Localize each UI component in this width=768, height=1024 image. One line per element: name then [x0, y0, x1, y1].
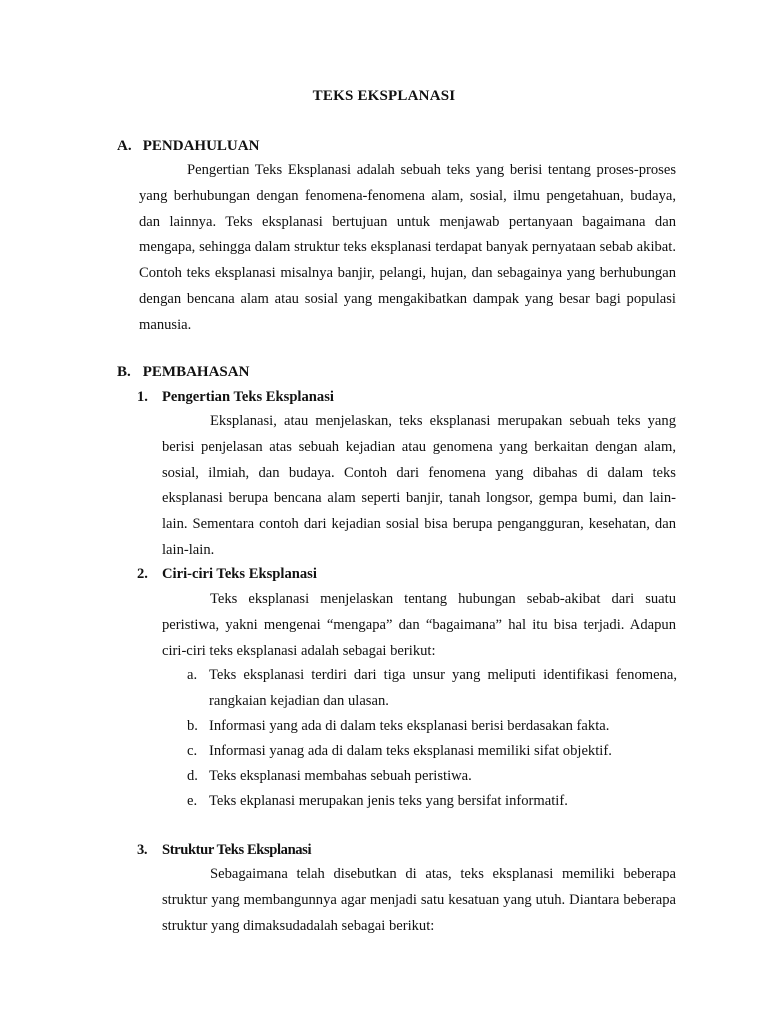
list-marker: b. — [187, 718, 198, 734]
section-a-title: PENDAHULUAN — [142, 138, 260, 154]
subsection-3-title: Struktur Teks Eksplanasi — [162, 842, 312, 858]
list-item-text: Teks eksplanasi terdiri dari tiga unsur yang meliputi identifikasi fenomena, rangkaian kejadian dan ulasan. — [209, 667, 677, 709]
subsection-1-number: 1. — [137, 389, 148, 405]
list-item — [187, 663, 677, 709]
subsection-2-heading — [137, 566, 317, 583]
list-item — [187, 714, 677, 740]
list-marker: d. — [187, 768, 198, 784]
list-item — [187, 789, 677, 815]
section-a-paragraph: Pengertian Teks Eksplanasi adalah sebuah teks yang berisi tentang proses-proses yang berhubungan dengan fenomena-fenomena alam, sosial, ilmu pengetahuan, budaya, dan lainnya. Teks eksplanasi bertujuan untuk menjawab pertanyaan bagaimana dan mengapa, sehingga dalam struktur teks eksplanasi terdapat banyak pernyataan sebab akibat. Contoh teks eksplanasi misalnya banjir, pelangi, hujan, dan sebagainya yang berhubungan dengan bencana alam atau sosial yang mengakibatkan dampak yang besar bagi populasi manusia. — [139, 162, 676, 333]
list-marker: c. — [187, 743, 198, 759]
list-item-text: Informasi yanag ada di dalam teks eksplanasi memiliki sifat objektif. — [209, 743, 612, 759]
document-title: TEKS EKSPLANASI — [312, 88, 456, 104]
subsection-1-title: Pengertian Teks Eksplanasi — [162, 389, 334, 405]
section-a-label: A. — [117, 138, 132, 154]
section-a-heading — [117, 138, 259, 155]
subsection-2-paragraph: Teks eksplanasi menjelaskan tentang hubungan sebab-akibat dari suatu peristiwa, yakni mengenai “mengapa” dan “bagaimana” hal itu bisa terjadi. Adapun ciri-ciri teks eksplanasi adalah sebagai berikut: — [162, 591, 676, 659]
subsection-3-number: 3. — [137, 842, 148, 858]
subsection-1-heading — [137, 389, 334, 406]
list-item-text: Teks eksplanasi membahas sebuah peristiwa. — [209, 768, 472, 784]
section-b-heading — [117, 364, 249, 381]
subsection-2-title: Ciri-ciri Teks Eksplanasi — [162, 566, 317, 582]
list-marker: a. — [187, 667, 198, 683]
list-item — [187, 739, 677, 765]
list-item-text: Teks ekplanasi merupakan jenis teks yang bersifat informatif. — [209, 793, 568, 809]
list-item — [187, 764, 677, 790]
subsection-1-paragraph: Eksplanasi, atau menjelaskan, teks eksplanasi merupakan sebuah teks yang berisi penjelasan atas sebuah kejadian atau genomena yang berkaitan dengan alam, sosial, ilmiah, dan budaya. Contoh dari fenomena yang dibahas di dalam teks eksplanasi berupa bencana alam seperti banjir, tanah longsor, gempa bumi, dan lain-lain. Sementara contoh dari kejadian sosial bisa berupa pengangguran, kesehatan, dan lain-lain. — [162, 413, 676, 558]
list-marker: e. — [187, 793, 198, 809]
list-item-text: Informasi yang ada di dalam teks eksplanasi berisi berdasakan fakta. — [209, 718, 610, 734]
subsection-3-paragraph: Sebagaimana telah disebutkan di atas, teks eksplanasi memiliki beberapa struktur yang membangunnya agar menjadi satu kesatuan yang utuh. Diantara beberapa struktur yang dimaksudadalah sebagai berikut: — [162, 866, 676, 934]
section-b-title: PEMBAHASAN — [142, 364, 250, 380]
section-b-label: B. — [117, 364, 131, 380]
subsection-3-heading — [137, 842, 311, 859]
subsection-2-number: 2. — [137, 566, 148, 582]
